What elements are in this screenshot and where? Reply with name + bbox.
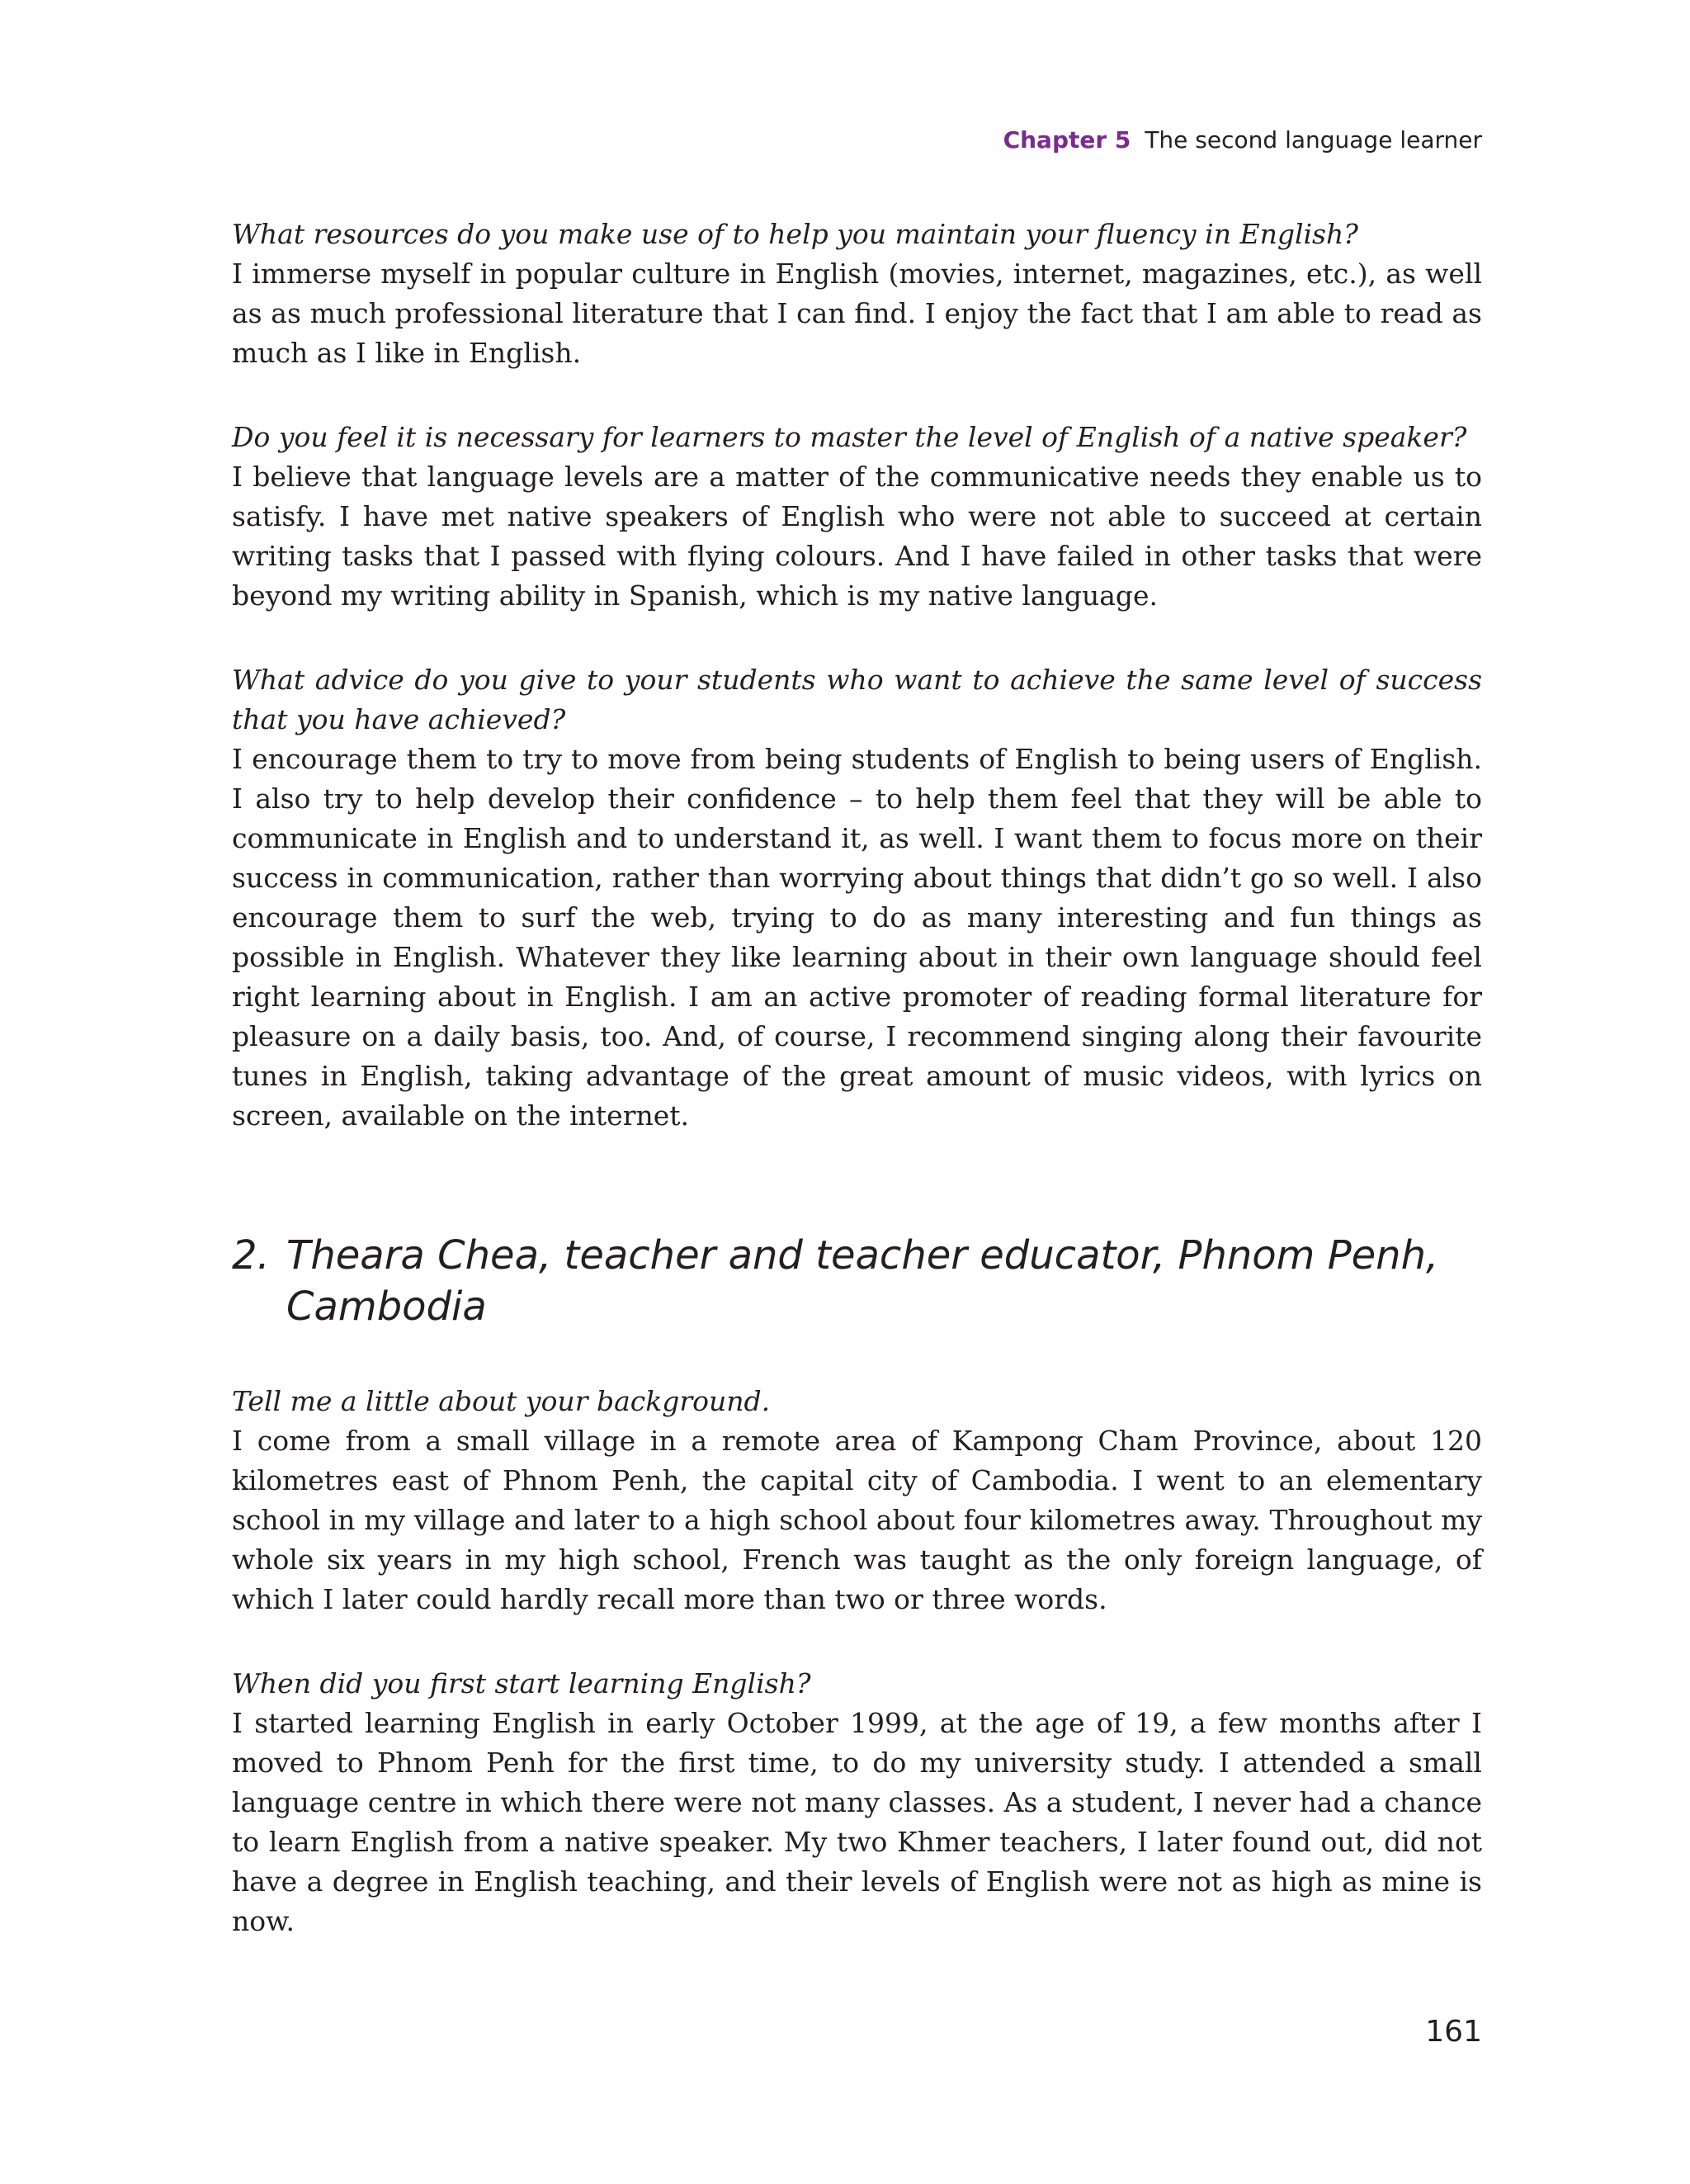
page-body <box>232 215 1482 1986</box>
qa-item <box>232 660 1482 1136</box>
chapter-title: The second language learner <box>1145 126 1482 154</box>
running-header <box>1003 124 1482 157</box>
interview-answer: I encourage them to try to move from being students of English to being users of English. I also try to help develop their confidence – to help them feel that they will be able to communicate in English and to understand it, as well. I want them to focus more on their success in communication, rather than worrying about things that didn’t go so well. I also encourage them to surf the web, trying to do as many interesting and fun things as possible in English. Whatever they like learning about in their own language should feel right learning about in English. I am an active promoter of reading formal literature for pleasure on a daily basis, too. And, of course, I recommend singing along their favourite tunes in English, taking advantage of the great amount of music videos, with lyrics on screen, available on the internet. <box>232 743 1482 1132</box>
interview-answer: I believe that language levels are a matter of the communicative needs they enable us to satisfy. I have met native speakers of English who were not able to succeed at certain writing tasks that I passed with flying colours. And I have failed in other tasks that were beyond my writing ability in Spanish, which is my native language. <box>232 461 1482 612</box>
qa-item <box>232 215 1482 373</box>
qa-item <box>232 418 1482 616</box>
qa-item <box>232 1382 1482 1619</box>
interview-question: What advice do you give to your students who want to achieve the same level of success that you have achieved? <box>232 664 1482 735</box>
section-number: 2. <box>232 1232 270 1279</box>
interview-answer: I immerse myself in popular culture in English (movies, internet, magazines, etc.), as well as as much professional literature that I can find. I enjoy the fact that I am able to read as much as I like in English. <box>232 258 1482 369</box>
interview-answer: I started learning English in early October 1999, at the age of 19, a few months after I moved to Phnom Penh for the first time, to do my university study. I attended a small language centre in which there were not many classes. As a student, I never had a chance to learn English from a native speaker. My two Khmer teachers, I later found out, did not have a degree in English teaching, and their levels of English were not as high as mine is now. <box>232 1707 1482 1937</box>
qa-item <box>232 1664 1482 1941</box>
section-title: Theara Chea, teacher and teacher educator, Phnom Penh, Cambodia <box>286 1232 1439 1330</box>
page-number: 161 <box>1425 2015 1482 2049</box>
section-heading <box>232 1230 1482 1332</box>
interview-question: Do you feel it is necessary for learners to master the level of English of a native speaker? <box>232 421 1467 453</box>
interview-answer: I come from a small village in a remote area of Kampong Cham Province, about 120 kilometres east of Phnom Penh, the capital city of Cambodia. I went to an elementary school in my village and later to a high school about four kilometres away. Throughout my whole six years in my high school, French was taught as the only foreign language, of which I later could hardly recall more than two or three words. <box>232 1425 1482 1615</box>
interview-question: Tell me a little about your background. <box>232 1385 771 1417</box>
interview-question: When did you first start learning English? <box>232 1667 811 1699</box>
chapter-label: Chapter 5 <box>1003 126 1131 154</box>
interview-question: What resources do you make use of to help you maintain your fluency in English? <box>232 218 1358 250</box>
